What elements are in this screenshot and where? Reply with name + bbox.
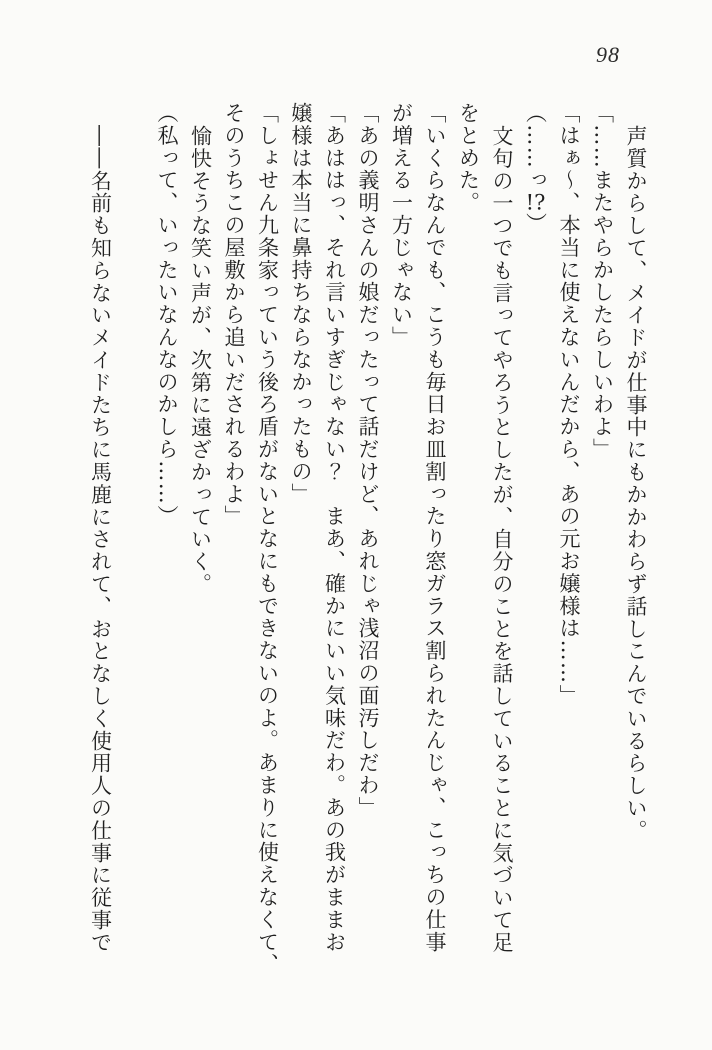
dialogue-line-continuation: そのうちこの屋敷から追いだされるわよ」 (222, 102, 246, 528)
narration-line: 声質からして、メイドが仕事中にもかかわらず話しこんでいるらしい。 (624, 124, 648, 842)
thought-line-post: ） (523, 212, 548, 236)
thought-line (518, 102, 552, 1020)
narration-line-continuation: をとめた。 (456, 102, 481, 214)
page-number: 98 (596, 42, 620, 67)
dialogue-line: 「あの義明さんの娘だったって話だけど、あれじゃ浅沼の面汚しだわ」 (356, 102, 380, 819)
dialogue-line: 「しょせん九条家っていう後ろ盾がないとなにもできないのよ。あまりに使えなくて、 (255, 102, 280, 976)
dialogue-line: 「はぁ～、本当に使えないんだから、あの元お嬢様は……」 (557, 102, 581, 707)
text-block (83, 102, 652, 1020)
dialogue-line-continuation: が増える一方じゃない」 (389, 102, 414, 349)
tatechuyoko-exclamation: !? (525, 191, 546, 213)
narration-line-final: ――名前も知らないメイドたちに馬鹿にされて、おとなしく使用人の仕事に従事で (88, 124, 113, 954)
narration-line: 文句の一つでも言ってやろうとしたが、自分のことを話していることに気づいて足 (490, 124, 514, 954)
narration-line: 愉快そうな笑い声が、次第に遠ざかっていく。 (188, 124, 213, 595)
dialogue-line: 「あははっ、それ言いすぎじゃない？ まあ、確かにいい気味だわ。あの我がままお (322, 102, 347, 954)
thought-line: （私って、いったいなんなのかしら……） (155, 102, 179, 528)
thought-line-pre: （……っ (523, 102, 548, 192)
dialogue-line: 「……またやらかしたらしいわよ」 (590, 102, 615, 461)
dialogue-line: 「いくらなんでも、こうも毎日お皿割ったり窓ガラス割られたんじゃ、こっちの仕事 (423, 102, 447, 954)
dialogue-line-continuation: 嬢様は本当に鼻持ちならなかったもの」 (289, 102, 313, 506)
